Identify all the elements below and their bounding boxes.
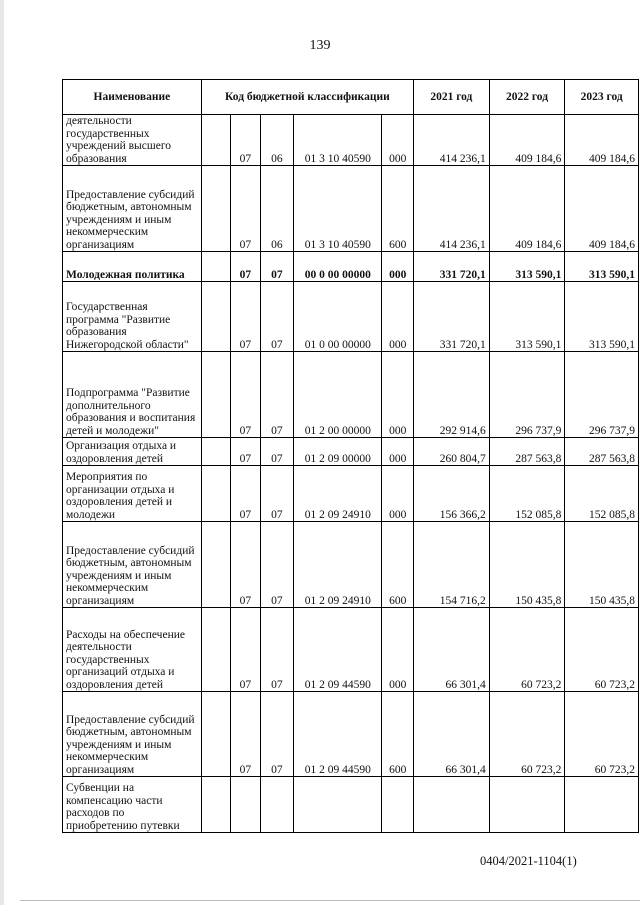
row-section: 07 (231, 252, 260, 282)
row-value-2022: 287 563,8 (489, 438, 565, 466)
row-code-blank (201, 777, 230, 833)
row-value-2022: 409 184,6 (489, 166, 565, 252)
row-value-2021: 66 301,4 (414, 608, 490, 692)
row-section: 07 (231, 466, 260, 522)
row-code-blank (201, 466, 230, 522)
row-value-2023: 313 590,1 (565, 252, 639, 282)
row-name: Предоставление субсидий бюджетным, автономным учреждениям и иным некоммерческим организациям (63, 692, 202, 777)
row-value-2023: 313 590,1 (565, 282, 639, 352)
row-value-2021: 331 720,1 (414, 252, 490, 282)
row-code-blank (201, 522, 230, 608)
row-value-2022: 313 590,1 (489, 252, 565, 282)
row-subsection: 07 (260, 466, 294, 522)
row-subsection: 07 (260, 522, 294, 608)
row-value-2021: 156 366,2 (414, 466, 490, 522)
table-row (63, 438, 639, 466)
row-value-2023: 60 723,2 (565, 608, 639, 692)
row-section: 07 (231, 166, 260, 252)
row-expense-type: 000 (382, 438, 414, 466)
row-name: Субвенции на компенсацию части расходов по приобретению путевки (63, 777, 202, 833)
table-row (63, 522, 639, 608)
row-expense-type: 000 (382, 252, 414, 282)
row-subsection: 07 (260, 352, 294, 438)
row-expense-type: 000 (382, 608, 414, 692)
row-code-blank (201, 352, 230, 438)
row-code-blank (201, 438, 230, 466)
row-section (231, 777, 260, 833)
table-row (63, 466, 639, 522)
row-name: Молодежная политика (63, 252, 202, 282)
row-target-item: 01 2 09 24910 (294, 466, 382, 522)
header-2023: 2023 год (565, 80, 639, 115)
row-section: 07 (231, 282, 260, 352)
row-section: 07 (231, 352, 260, 438)
row-value-2022: 152 085,8 (489, 466, 565, 522)
row-value-2023: 409 184,6 (565, 115, 639, 166)
row-expense-type: 000 (382, 115, 414, 166)
table-row (63, 282, 639, 352)
row-name: Подпрограмма "Развитие дополнительного образования и воспитания детей и молодежи" (63, 352, 202, 438)
page-number: 139 (309, 38, 331, 53)
row-code-blank (201, 115, 230, 166)
row-value-2023: 60 723,2 (565, 692, 639, 777)
row-section: 07 (231, 115, 260, 166)
row-value-2023: 409 184,6 (565, 166, 639, 252)
row-target-item: 01 2 09 00000 (294, 438, 382, 466)
row-value-2021: 292 914,6 (414, 352, 490, 438)
table-row (63, 777, 639, 833)
row-expense-type: 600 (382, 522, 414, 608)
row-code-blank (201, 692, 230, 777)
row-subsection (260, 777, 294, 833)
row-code-blank (201, 166, 230, 252)
row-section: 07 (231, 608, 260, 692)
row-target-item: 01 2 09 44590 (294, 608, 382, 692)
row-name: Организация отдыха и оздоровления детей (63, 438, 202, 466)
row-name: Государственная программа "Развитие образования Нижегородской области" (63, 282, 202, 352)
row-subsection: 07 (260, 438, 294, 466)
row-section: 07 (231, 438, 260, 466)
table-row (63, 352, 639, 438)
row-target-item: 01 2 09 44590 (294, 692, 382, 777)
table-row (63, 166, 639, 252)
row-value-2023: 287 563,8 (565, 438, 639, 466)
row-name: Предоставление субсидий бюджетным, автономным учреждениям и иным некоммерческим организациям (63, 522, 202, 608)
row-subsection: 07 (260, 252, 294, 282)
row-section: 07 (231, 692, 260, 777)
header-code: Код бюджетной классификации (201, 80, 413, 115)
row-value-2023: 150 435,8 (565, 522, 639, 608)
row-value-2021 (414, 777, 490, 833)
row-value-2023: 296 737,9 (565, 352, 639, 438)
row-target-item (294, 777, 382, 833)
table-row (63, 608, 639, 692)
row-expense-type: 000 (382, 282, 414, 352)
row-target-item: 01 2 00 00000 (294, 352, 382, 438)
row-value-2022: 409 184,6 (489, 115, 565, 166)
row-name: Расходы на обеспечение деятельности государственных организаций отдыха и оздоровления детей (63, 608, 202, 692)
scan-bottom-rule (20, 900, 640, 901)
row-code-blank (201, 608, 230, 692)
row-target-item: 01 2 09 24910 (294, 522, 382, 608)
table-row (63, 252, 639, 282)
row-value-2021: 414 236,1 (414, 115, 490, 166)
row-name: Предоставление субсидий бюджетным, автономным учреждениям и иным некоммерческим организациям (63, 166, 202, 252)
row-name: деятельности государственных учреждений высшего образования (63, 115, 202, 166)
row-expense-type: 600 (382, 692, 414, 777)
header-2022: 2022 год (489, 80, 565, 115)
row-value-2022: 150 435,8 (489, 522, 565, 608)
row-target-item: 01 0 00 00000 (294, 282, 382, 352)
row-subsection: 07 (260, 282, 294, 352)
row-value-2022: 60 723,2 (489, 608, 565, 692)
row-target-item: 01 3 10 40590 (294, 166, 382, 252)
header-name: Наименование (63, 80, 202, 115)
row-subsection: 06 (260, 166, 294, 252)
table-row (63, 692, 639, 777)
scan-edge-shadow (0, 0, 4, 905)
document-id: 0404/2021-1104(1) (480, 854, 577, 868)
row-value-2023: 152 085,8 (565, 466, 639, 522)
row-value-2021: 414 236,1 (414, 166, 490, 252)
row-expense-type: 000 (382, 466, 414, 522)
row-expense-type: 600 (382, 166, 414, 252)
row-subsection: 07 (260, 692, 294, 777)
row-expense-type (382, 777, 414, 833)
row-value-2021: 66 301,4 (414, 692, 490, 777)
row-value-2023 (565, 777, 639, 833)
row-expense-type: 000 (382, 352, 414, 438)
budget-table (62, 79, 639, 833)
row-subsection: 06 (260, 115, 294, 166)
row-name: Мероприятия по организации отдыха и оздоровления детей и молодежи (63, 466, 202, 522)
table-header-row (63, 80, 639, 115)
row-code-blank (201, 252, 230, 282)
row-section: 07 (231, 522, 260, 608)
row-value-2021: 260 804,7 (414, 438, 490, 466)
row-code-blank (201, 282, 230, 352)
row-subsection: 07 (260, 608, 294, 692)
row-value-2021: 154 716,2 (414, 522, 490, 608)
row-value-2022: 313 590,1 (489, 282, 565, 352)
header-2021: 2021 год (414, 80, 490, 115)
row-target-item: 01 3 10 40590 (294, 115, 382, 166)
table-row (63, 115, 639, 166)
row-value-2022: 60 723,2 (489, 692, 565, 777)
row-value-2022: 296 737,9 (489, 352, 565, 438)
row-target-item: 00 0 00 00000 (294, 252, 382, 282)
row-value-2022 (489, 777, 565, 833)
row-value-2021: 331 720,1 (414, 282, 490, 352)
